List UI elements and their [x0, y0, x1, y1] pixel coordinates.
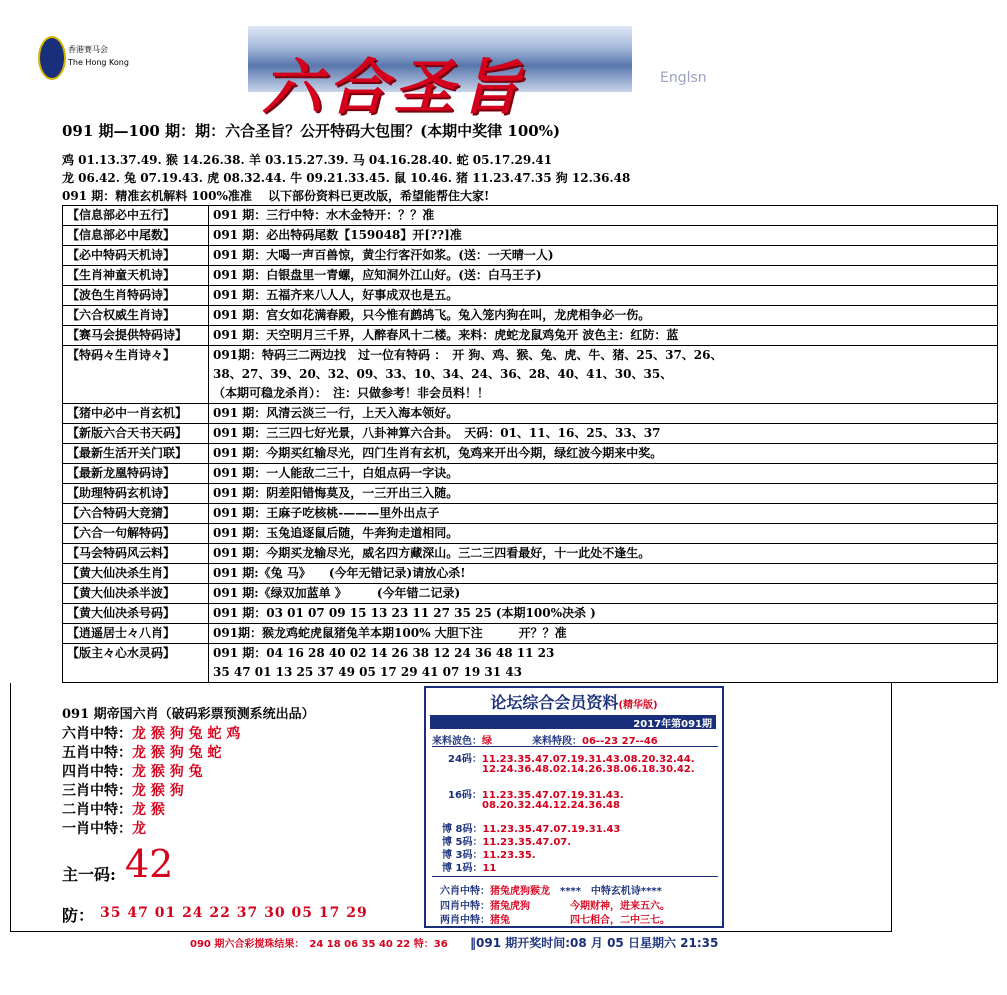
table-row — [63, 584, 998, 604]
empire-six-title: 091 期帝国六肖（破码彩票预测系统出品） — [62, 707, 315, 722]
row-value-line: 091 期：今期买龙输尽光，威名四方藏深山。三二三四看最好，十一此处不逢生。 — [213, 546, 651, 560]
forum-code-line: 博 5码：11.23.35.47.07. — [442, 837, 572, 848]
row-label: 【赛马会提供特码诗】 — [63, 326, 209, 346]
row-label: 【黄大仙决杀半波】 — [63, 584, 209, 604]
row-value — [209, 286, 998, 306]
row-value — [209, 306, 998, 326]
row-value-line: 091 期：王麻子吃核桃-———里外出点子 — [213, 506, 440, 520]
empire-line-value: 龙 猴 狗 兔 蛇 — [132, 745, 222, 761]
empire-line-label: 六肖中特： — [62, 726, 132, 742]
table-row — [63, 424, 998, 444]
table-row — [63, 266, 998, 286]
forum-four-line: 四肖中特：猪兔虎狗 今期财神，进来五六。 — [440, 901, 670, 912]
row-value-line: 38、27、39、20、32、09、33、10、34、24、36、28、40、41、30、35、 — [213, 367, 673, 381]
table-row — [63, 306, 998, 326]
table-row — [63, 464, 998, 484]
forum-issue-bar: 2017年第091期 — [430, 715, 716, 729]
row-label: 【版主々心水灵码】 — [63, 644, 209, 683]
row-value-line: 091 期：阴差阳错悔莫及，一三开出三入随。 — [213, 486, 459, 500]
row-value — [209, 624, 998, 644]
row-label: 【必中特码天机诗】 — [63, 246, 209, 266]
row-label: 【六合特码大竞猜】 — [63, 504, 209, 524]
row-value — [209, 484, 998, 504]
row-value-line: 091 期：一人能敌二三十，白姐点码一字诀。 — [213, 466, 459, 480]
table-row — [63, 604, 998, 624]
row-value — [209, 464, 998, 484]
table-row — [63, 644, 998, 683]
intro-text: 091 期：精准玄机解料 100%准准 以下部份资料已更改版，希望能帮住大家! — [62, 189, 490, 203]
forum-code-line: 16码：11.23.35.47.07.19.31.43. — [448, 790, 624, 801]
forum-divider — [432, 876, 718, 877]
row-value-line: 091 期：风清云淡三一行，上天入海本领好。 — [213, 406, 459, 420]
row-value — [209, 444, 998, 464]
empire-line-label: 一肖中特： — [62, 821, 132, 837]
forum-card-title: 论坛综合会员资料(精华版) — [490, 693, 658, 712]
row-label: 【信息部必中五行】 — [63, 206, 209, 226]
row-label: 【特码々生肖诗々】 — [63, 346, 209, 404]
row-value — [209, 644, 998, 683]
table-row — [63, 286, 998, 306]
empire-line-label: 四肖中特： — [62, 764, 132, 780]
table-row — [63, 246, 998, 266]
forum-divider — [432, 746, 718, 747]
forum-code-line: 博 1码：11 — [442, 863, 497, 874]
row-value — [209, 504, 998, 524]
row-value — [209, 524, 998, 544]
row-value — [209, 226, 998, 246]
empire-line-value: 龙 猴 — [132, 802, 165, 818]
table-row — [63, 624, 998, 644]
row-label: 【信息部必中尾数】 — [63, 226, 209, 246]
row-value — [209, 206, 998, 226]
row-value-line: 091 期：今期买红输尽光，四门生肖有玄机，兔鸡来开出今期，绿红波今期来中奖。 — [213, 446, 663, 460]
forum-member-card — [424, 686, 724, 928]
row-value-line: 091 期：必出特码尾数【159048】开[??]准 — [213, 228, 462, 242]
forum-code-line: 12.24.36.48.02.14.26.38.06.18.30.42. — [482, 764, 695, 775]
banner-title: 六合圣旨 — [262, 53, 526, 123]
main-code-number: 42 — [125, 842, 174, 886]
row-value-line: 091 期：大喝一声百兽惊，黄尘行客汗如浆。(送：一天晴一人) — [213, 248, 554, 262]
row-value-line: 091 期：三行中特：水木金特开：？？准 — [213, 208, 435, 222]
row-label: 【逍遥居士々八肖】 — [63, 624, 209, 644]
row-value-line: 091 期：天空明月三千界，人醉春风十二楼。来料：虎蛇龙鼠鸡兔开 波色主：红防：蓝 — [213, 328, 679, 342]
forum-code-line: 博 8码：11.23.35.47.07.19.31.43 — [442, 824, 621, 835]
empire-line — [62, 818, 146, 838]
table-row — [63, 504, 998, 524]
row-value-line: 091 期：五福齐来八人人，好事成双也是五。 — [213, 288, 459, 302]
empire-line — [62, 761, 203, 781]
empire-line — [62, 780, 184, 800]
row-label: 【生肖神童天机诗】 — [63, 266, 209, 286]
row-value-line: 091期：特码三二两边找 过一位有特码 ： 开 狗、鸡、猴、兔、虎、牛、猪、25、37、26、 — [213, 348, 723, 362]
row-value-line: 35 47 01 13 25 37 49 05 17 29 41 07 19 31 43 — [213, 665, 522, 679]
page-headline: 091 期—100 期：期：六合圣旨？公开特码大包围？(本期中奖律 100%) — [62, 122, 561, 140]
english-link[interactable]: Englsn — [660, 70, 707, 86]
next-draw-time: ‖091 期开奖时间:08 月 05 日星期六 21:35 — [470, 936, 719, 950]
table-row — [63, 524, 998, 544]
logo-text-cn: 香港赛马会 — [68, 45, 108, 54]
hkjc-logo — [38, 36, 66, 80]
empire-line — [62, 723, 240, 743]
forum-code-line: 08.20.32.44.12.24.36.48 — [482, 800, 620, 811]
row-value-line: 091 期：玉兔追逐鼠后随，牛奔狗走道相同。 — [213, 526, 459, 540]
forum-six-line: 六肖中特：猪兔虎狗猴龙 **** 中特玄机诗**** — [440, 886, 662, 897]
row-label: 【波色生肖特码诗】 — [63, 286, 209, 306]
empire-line — [62, 799, 165, 819]
row-value — [209, 564, 998, 584]
empire-line-value: 龙 — [132, 821, 146, 837]
row-value-line: （本期可稳龙杀肖）： 注：只做参考！非会员料！！ — [213, 386, 490, 400]
row-value — [209, 404, 998, 424]
table-row — [63, 544, 998, 564]
row-label: 【六合权威生肖诗】 — [63, 306, 209, 326]
defense-label: 防： — [62, 906, 95, 925]
row-label: 【最新生活开关门联】 — [63, 444, 209, 464]
row-value-line: 091 期：宫女如花满春殿，只今惟有鹧鸪飞。兔入笼内狗在叫，龙虎相争必一伤。 — [213, 308, 651, 322]
table-row — [63, 206, 998, 226]
empire-line-label: 二肖中特： — [62, 802, 132, 818]
table-row — [63, 444, 998, 464]
table-row — [63, 484, 998, 504]
empire-line-value: 龙 猴 狗 兔 — [132, 764, 203, 780]
zodiac-numbers-line-2: 龙 06.42. 兔 07.19.43. 虎 08.32.44. 牛 09.21.33.45. 鼠 10.46. 猪 11.23.47.35 狗 12.36.48 — [62, 171, 631, 185]
row-value — [209, 326, 998, 346]
row-value — [209, 266, 998, 286]
row-label: 【最新龙凰特码诗】 — [63, 464, 209, 484]
row-value-line: 091 期：04 16 28 40 02 14 26 38 12 24 36 48 11 23 — [213, 646, 555, 660]
prediction-table — [62, 205, 998, 683]
last-draw-result: 090 期六合彩搅珠结果： 24 18 06 35 40 22 特：36 — [190, 939, 448, 950]
row-value-line: 091 期：白银盘里一青螺，应知洞外江山好。(送：白马王子) — [213, 268, 542, 282]
forum-color-row: 来料波色：绿 来料特段：06--23 27--46 — [432, 736, 658, 747]
row-label: 【新版六合天书天码】 — [63, 424, 209, 444]
row-value — [209, 346, 998, 404]
forum-code-line: 博 3码：11.23.35. — [442, 850, 536, 861]
main-code-label: 主一码: — [62, 865, 116, 884]
zodiac-numbers-line-1: 鸡 01.13.37.49. 猴 14.26.38. 羊 03.15.27.39. 马 04.16.28.40. 蛇 05.17.29.41 — [62, 153, 553, 167]
row-label: 【助理特码玄机诗】 — [63, 484, 209, 504]
row-label: 【黄大仙决杀号码】 — [63, 604, 209, 624]
row-label: 【马会特码风云料】 — [63, 544, 209, 564]
empire-line-label: 三肖中特： — [62, 783, 132, 799]
row-value — [209, 544, 998, 564]
row-value-line: 091 期：03 01 07 09 15 13 23 11 27 35 25 (本期100%决杀 ) — [213, 606, 596, 620]
table-row — [63, 326, 998, 346]
table-row — [63, 564, 998, 584]
table-row — [63, 226, 998, 246]
forum-two-line: 两肖中特：猪兔 四七相合，二中三七。 — [440, 915, 670, 926]
row-value-line: 091期：猴龙鸡蛇虎鼠猪兔羊本期100% 大胆下注 开？？准 — [213, 626, 567, 640]
table-row — [63, 404, 998, 424]
empire-line-value: 龙 猴 狗 兔 蛇 鸡 — [132, 726, 241, 742]
empire-line-value: 龙 猴 狗 — [132, 783, 184, 799]
forum-card-tag: (精华版) — [618, 700, 658, 711]
table-row — [63, 346, 998, 404]
row-value-line: 091 期：三三四七好光景，八卦神算六合卦。 天码：01、11、16、25、33、37 — [213, 426, 661, 440]
row-value-line: 091 期:《兔 马》 (今年无错记录)请放心杀! — [213, 566, 466, 580]
logo-text-en: The Hong Kong — [68, 58, 129, 67]
row-value — [209, 424, 998, 444]
row-value — [209, 246, 998, 266]
forum-code-line: 24码：11.23.35.47.07.19.31.43.08.20.32.44. — [448, 754, 695, 765]
defense-numbers: 35 47 01 24 22 37 30 05 17 29 — [100, 905, 368, 921]
row-label: 【猪中必中一肖玄机】 — [63, 404, 209, 424]
empire-line — [62, 742, 222, 762]
row-label: 【六合一句解特码】 — [63, 524, 209, 544]
row-value-line: 091 期:《绿双加蓝单 》 (今年错二记录) — [213, 586, 461, 600]
row-value — [209, 604, 998, 624]
empire-line-label: 五肖中特： — [62, 745, 132, 761]
row-label: 【黄大仙决杀生肖】 — [63, 564, 209, 584]
row-value — [209, 584, 998, 604]
